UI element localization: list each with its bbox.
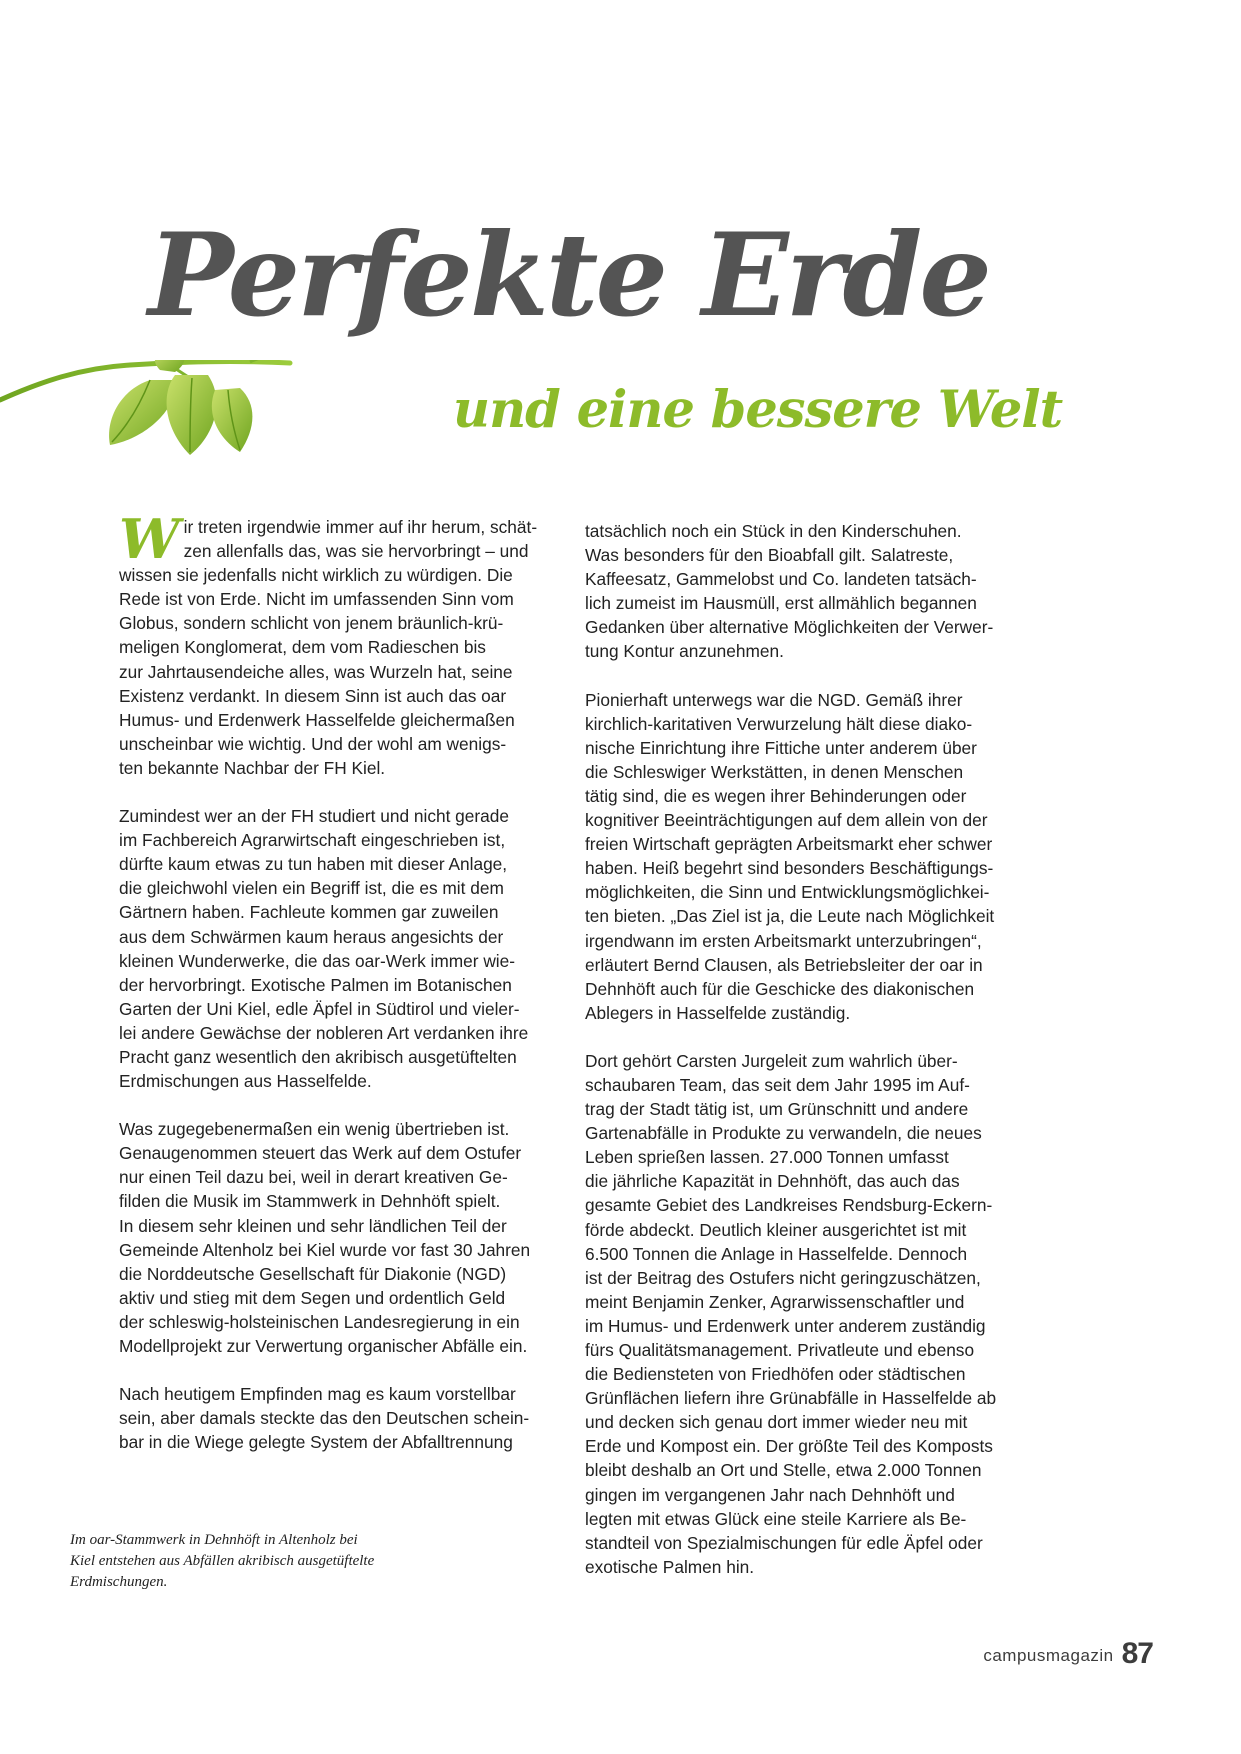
text-line: Gärtnern haben. Fachleute kommen gar zuweilen: [119, 902, 499, 923]
caption-line: Erdmischungen.: [70, 1574, 168, 1590]
text-line: Dort gehört Carsten Jurgeleit zum wahrlich über-: [585, 1050, 958, 1071]
text-line: tung Kontur anzunehmen.: [585, 641, 784, 662]
text-line: unscheinbar wie wichtig. Und der wohl am wenigs-: [119, 733, 507, 754]
text-line: Was zugegebenermaßen ein wenig übertrieben ist.: [119, 1119, 510, 1140]
text-line: förde abdeckt. Deutlich kleiner ausgerichtet ist mit: [585, 1219, 967, 1240]
text-line: meint Benjamin Zenker, Agrarwissenschaftler und: [585, 1291, 965, 1312]
text-line: die Bediensteten von Friedhöfen oder städtischen: [585, 1364, 966, 1385]
article-left-column: [119, 507, 564, 1478]
text-line: Humus- und Erdenwerk Hasselfelde gleichermaßen: [119, 709, 515, 730]
text-line: Was besonders für den Bioabfall gilt. Salatreste,: [585, 545, 954, 566]
text-line: Erde und Kompost ein. Der größte Teil des Komposts: [585, 1436, 993, 1457]
drop-cap: W: [119, 507, 180, 571]
text-line: die Schleswiger Werkstätten, in denen Menschen: [585, 761, 964, 782]
text-line: der hervorbringt. Exotische Palmen im Botanischen: [119, 974, 512, 995]
text-line: Kaffeesatz, Gammelobst und Co. landeten tatsäch-: [585, 569, 977, 590]
article-paragraph: [585, 688, 1040, 1025]
image-caption: [70, 1530, 410, 1593]
text-line: kleinen Wunderwerke, die das oar-Werk immer wie-: [119, 950, 516, 971]
text-line: Gedanken über alternative Möglichkeiten der Verwer-: [585, 617, 994, 638]
text-line: Pionierhaft unterwegs war die NGD. Gemäß ihrer: [585, 689, 963, 710]
article-paragraph: [585, 519, 1040, 664]
text-line: fürs Qualitätsmanagement. Privatleute und ebenso: [585, 1340, 975, 1360]
text-line: wissen sie jedenfalls nicht wirklich zu würdigen. Die: [119, 565, 513, 586]
text-line: ten bekannte Nachbar der FH Kiel.: [119, 757, 386, 778]
text-line: In diesem sehr kleinen und sehr ländlichen Teil der: [119, 1215, 507, 1236]
caption-line: Kiel entstehen aus Abfällen akribisch ausgetüftelte: [70, 1553, 375, 1569]
text-line: Gemeinde Altenholz bei Kiel wurde vor fast 30 Jahren: [119, 1239, 531, 1260]
text-line: Grünflächen liefern ihre Grünabfälle in Hasselfelde ab: [585, 1388, 997, 1409]
text-line: irgendwann im ersten Arbeitsmarkt unterzubringen“,: [585, 930, 982, 951]
text-line: zur Jahrtausendeiche alles, was Wurzeln hat, seine: [119, 661, 513, 682]
text-line: ist der Beitrag des Ostufers nicht geringzuschätzen,: [585, 1267, 981, 1288]
article-paragraph: [119, 804, 564, 1093]
text-line: sein, aber damals steckte das den Deutschen schein-: [119, 1408, 530, 1429]
magazine-name: campusmagazin: [983, 1646, 1114, 1665]
text-line: die Norddeutsche Gesellschaft für Diakonie (NGD): [119, 1263, 507, 1284]
text-line: Gartenabfälle in Produkte zu verwandeln, die neues: [585, 1123, 982, 1144]
text-line: lei andere Gewächse der nobleren Art verdanken ihre: [119, 1022, 529, 1043]
text-line: im Fachbereich Agrarwirtschaft eingeschrieben ist,: [119, 830, 506, 851]
text-line: ir treten irgendwie immer auf ihr herum, schät-: [183, 517, 538, 537]
text-line: exotische Palmen hin.: [585, 1556, 755, 1577]
text-line: im Humus- und Erdenwerk unter anderem zuständig: [585, 1315, 986, 1336]
text-line: die gleichwohl vielen ein Begriff ist, die es mit dem: [119, 878, 504, 899]
text-line: gesamte Gebiet des Landkreises Rendsburg-Eckern-: [585, 1195, 993, 1216]
page-footer: [983, 1637, 1153, 1671]
text-line: kognitiver Beeinträchtigungen auf dem allein von der: [585, 810, 988, 831]
text-line: Modellprojekt zur Verwertung organischer Abfälle ein.: [119, 1336, 528, 1356]
text-line: der schleswig-holsteinischen Landesregierung in ein: [119, 1311, 520, 1332]
text-line: aktiv und stieg mit dem Segen und ordentlich Geld: [119, 1287, 506, 1308]
text-line: standteil von Spezialmischungen für edle Äpfel oder: [585, 1532, 983, 1553]
text-line: Erdmischungen aus Hasselfelde.: [119, 1071, 372, 1092]
article-paragraph: [119, 1382, 564, 1454]
page-title: Perfekte Erde: [148, 208, 989, 342]
text-line: zen allenfalls das, was sie hervorbringt – und: [183, 541, 529, 562]
text-line: Pracht ganz wesentlich den akribisch ausgetüftelten: [119, 1046, 517, 1067]
text-line: kirchlich-karitativen Verwurzelung hält diese diako-: [585, 713, 973, 734]
text-line: Nach heutigem Empfinden mag es kaum vorstellbar: [119, 1384, 516, 1405]
text-line: 6.500 Tonnen die Anlage in Hasselfelde. Dennoch: [585, 1243, 968, 1264]
vine-leaves-icon: [0, 360, 320, 500]
text-line: trag der Stadt tätig ist, um Grünschnitt und andere: [585, 1099, 969, 1120]
text-line: schaubaren Team, das seit dem Jahr 1995 im Auf-: [585, 1074, 970, 1095]
text-line: Dehnhöft auch für die Geschicke des diakonischen: [585, 978, 975, 999]
text-line: Leben sprießen lassen. 27.000 Tonnen umfasst: [585, 1147, 949, 1168]
text-line: Globus, sondern schlicht von jenem bräunlich-krü-: [119, 613, 504, 634]
text-line: nische Einrichtung ihre Fittiche unter anderem über: [585, 737, 977, 758]
text-line: tätig sind, die es wegen ihrer Behinderungen oder: [585, 785, 967, 806]
article-right-column: [585, 519, 1040, 1603]
text-line: aus dem Schwärmen kaum heraus angesichts der: [119, 926, 504, 947]
text-line: haben. Heiß begehrt sind besonders Beschäftigungs-: [585, 858, 994, 879]
text-line: legten mit etwas Glück eine steile Karriere als Be-: [585, 1508, 967, 1529]
text-line: möglichkeiten, die Sinn und Entwicklungsmöglichkei-: [585, 882, 990, 903]
text-line: tatsächlich noch ein Stück in den Kinderschuhen.: [585, 521, 962, 541]
text-line: lich zumeist im Hausmüll, erst allmählich begannen: [585, 593, 977, 614]
text-line: Ablegers in Hasselfelde zuständig.: [585, 1002, 851, 1023]
article-paragraph: [585, 1049, 1040, 1579]
text-line: erläutert Bernd Clausen, als Betriebsleiter der oar in: [585, 954, 983, 975]
text-line: gingen im vergangenen Jahr nach Dehnhöft und: [585, 1484, 955, 1505]
article-paragraph: [119, 507, 564, 780]
text-line: dürfte kaum etwas zu tun haben mit dieser Anlage,: [119, 854, 508, 875]
article-paragraph: [119, 1117, 564, 1358]
text-line: meligen Konglomerat, dem vom Radieschen bis: [119, 637, 486, 658]
text-line: die jährliche Kapazität in Dehnhöft, das auch das: [585, 1171, 960, 1192]
text-line: Garten der Uni Kiel, edle Äpfel in Südtirol und vieler-: [119, 998, 520, 1019]
text-line: und decken sich genau dort immer wieder neu mit: [585, 1412, 968, 1433]
text-line: bar in die Wiege gelegte System der Abfalltrennung: [119, 1432, 513, 1453]
text-line: Zumindest wer an der FH studiert und nicht gerade: [119, 806, 509, 827]
text-line: Genaugenommen steuert das Werk auf dem Ostufer: [119, 1143, 522, 1164]
text-line: filden die Musik im Stammwerk in Dehnhöft spielt.: [119, 1191, 501, 1212]
page-subtitle: und eine bessere Welt: [453, 380, 1063, 440]
text-line: Existenz verdankt. In diesem Sinn ist auch das oar: [119, 685, 507, 706]
page-number: 87: [1121, 1637, 1153, 1670]
caption-line: Im oar-Stammwerk in Dehnhöft in Altenholz bei: [70, 1532, 358, 1548]
text-line: ten bieten. „Das Ziel ist ja, die Leute nach Möglichkeit: [585, 906, 995, 927]
text-line: nur einen Teil dazu bei, weil in derart kreativen Ge-: [119, 1167, 508, 1188]
text-line: bleibt deshalb an Ort und Stelle, etwa 2.000 Tonnen: [585, 1460, 982, 1481]
text-line: freien Wirtschaft geprägten Arbeitsmarkt eher schwer: [585, 834, 993, 855]
text-line: Rede ist von Erde. Nicht im umfassenden Sinn vom: [119, 589, 514, 610]
